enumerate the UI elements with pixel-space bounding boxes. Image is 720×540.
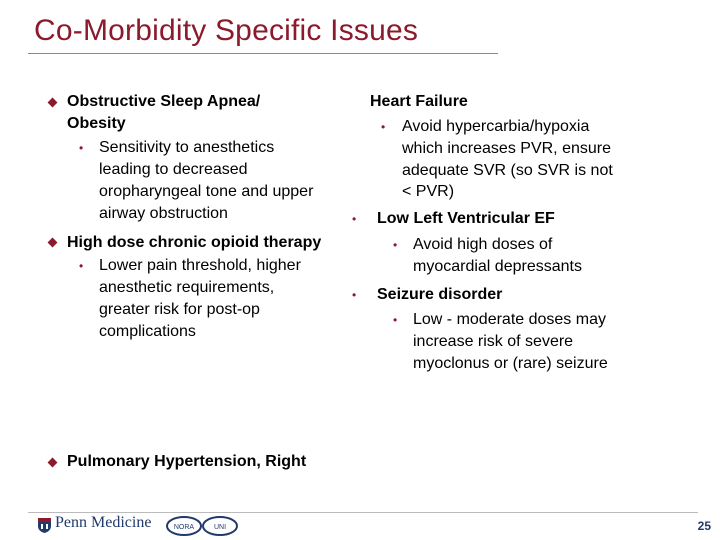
seizure-sub-line2: increase risk of severe <box>413 333 574 350</box>
opioid-sub-line2: anesthetic requirements, <box>99 279 275 296</box>
bullet-dot-icon: • <box>381 120 386 134</box>
seizure-heading: Seizure disorder <box>377 286 503 303</box>
opioid-heading: High dose chronic opioid therapy <box>67 234 322 251</box>
seizure-sub-line1: Low - moderate doses may <box>413 311 606 328</box>
lvef-heading: Low Left Ventricular EF <box>377 210 555 227</box>
bullet-dot-icon: • <box>393 313 398 327</box>
opioid-sub-line1: Lower pain threshold, higher <box>99 257 301 274</box>
pulmonary-heading: Pulmonary Hypertension, Right <box>67 453 307 470</box>
lvef-sub-line2: myocardial depressants <box>413 258 582 275</box>
bullet-diamond-icon <box>48 238 58 248</box>
page-title: Co-Morbidity Specific Issues <box>34 14 419 47</box>
hf-sub-line2: which increases PVR, ensure <box>402 140 611 157</box>
bullet-diamond-icon <box>48 98 58 108</box>
osa-sub-line2: leading to decreased <box>99 161 248 178</box>
bullet-diamond-icon <box>48 458 58 468</box>
penn-shield-icon <box>37 517 52 534</box>
osa-heading-line1: Obstructive Sleep Apnea/ <box>67 93 261 110</box>
bullet-dot-icon: • <box>79 259 84 273</box>
osa-sub-line1: Sensitivity to anesthetics <box>99 139 275 156</box>
footer-divider <box>28 512 698 513</box>
lvef-sub-line1: Avoid high doses of <box>413 236 553 253</box>
osa-sub-line3: oropharyngeal tone and upper <box>99 183 314 200</box>
uni-badge-icon <box>202 516 238 536</box>
hf-sub-line1: Avoid hypercarbia/hypoxia <box>402 118 590 135</box>
osa-heading-line2: Obesity <box>67 115 126 132</box>
heart-failure-heading: Heart Failure <box>370 93 468 110</box>
bullet-dot-icon: • <box>352 212 357 226</box>
hf-sub-line3: adequate SVR (so SVR is not <box>402 162 613 179</box>
osa-sub-line4: airway obstruction <box>99 205 228 222</box>
bullet-dot-icon: • <box>79 141 84 155</box>
page-number: 25 <box>697 519 711 533</box>
opioid-sub-line3: greater risk for post-op <box>99 301 260 318</box>
hf-sub-line4: < PVR) <box>402 183 455 200</box>
nora-badge-text: NORA <box>173 524 195 531</box>
penn-medicine-logo: Penn Medicine <box>55 514 152 531</box>
bullet-dot-icon: • <box>393 238 398 252</box>
uni-badge-text: UNI <box>213 524 227 531</box>
nora-badge-icon <box>166 516 202 536</box>
title-divider <box>28 53 498 54</box>
bullet-dot-icon: • <box>352 288 357 302</box>
seizure-sub-line3: myoclonus or (rare) seizure <box>413 355 608 372</box>
opioid-sub-line4: complications <box>99 323 196 340</box>
